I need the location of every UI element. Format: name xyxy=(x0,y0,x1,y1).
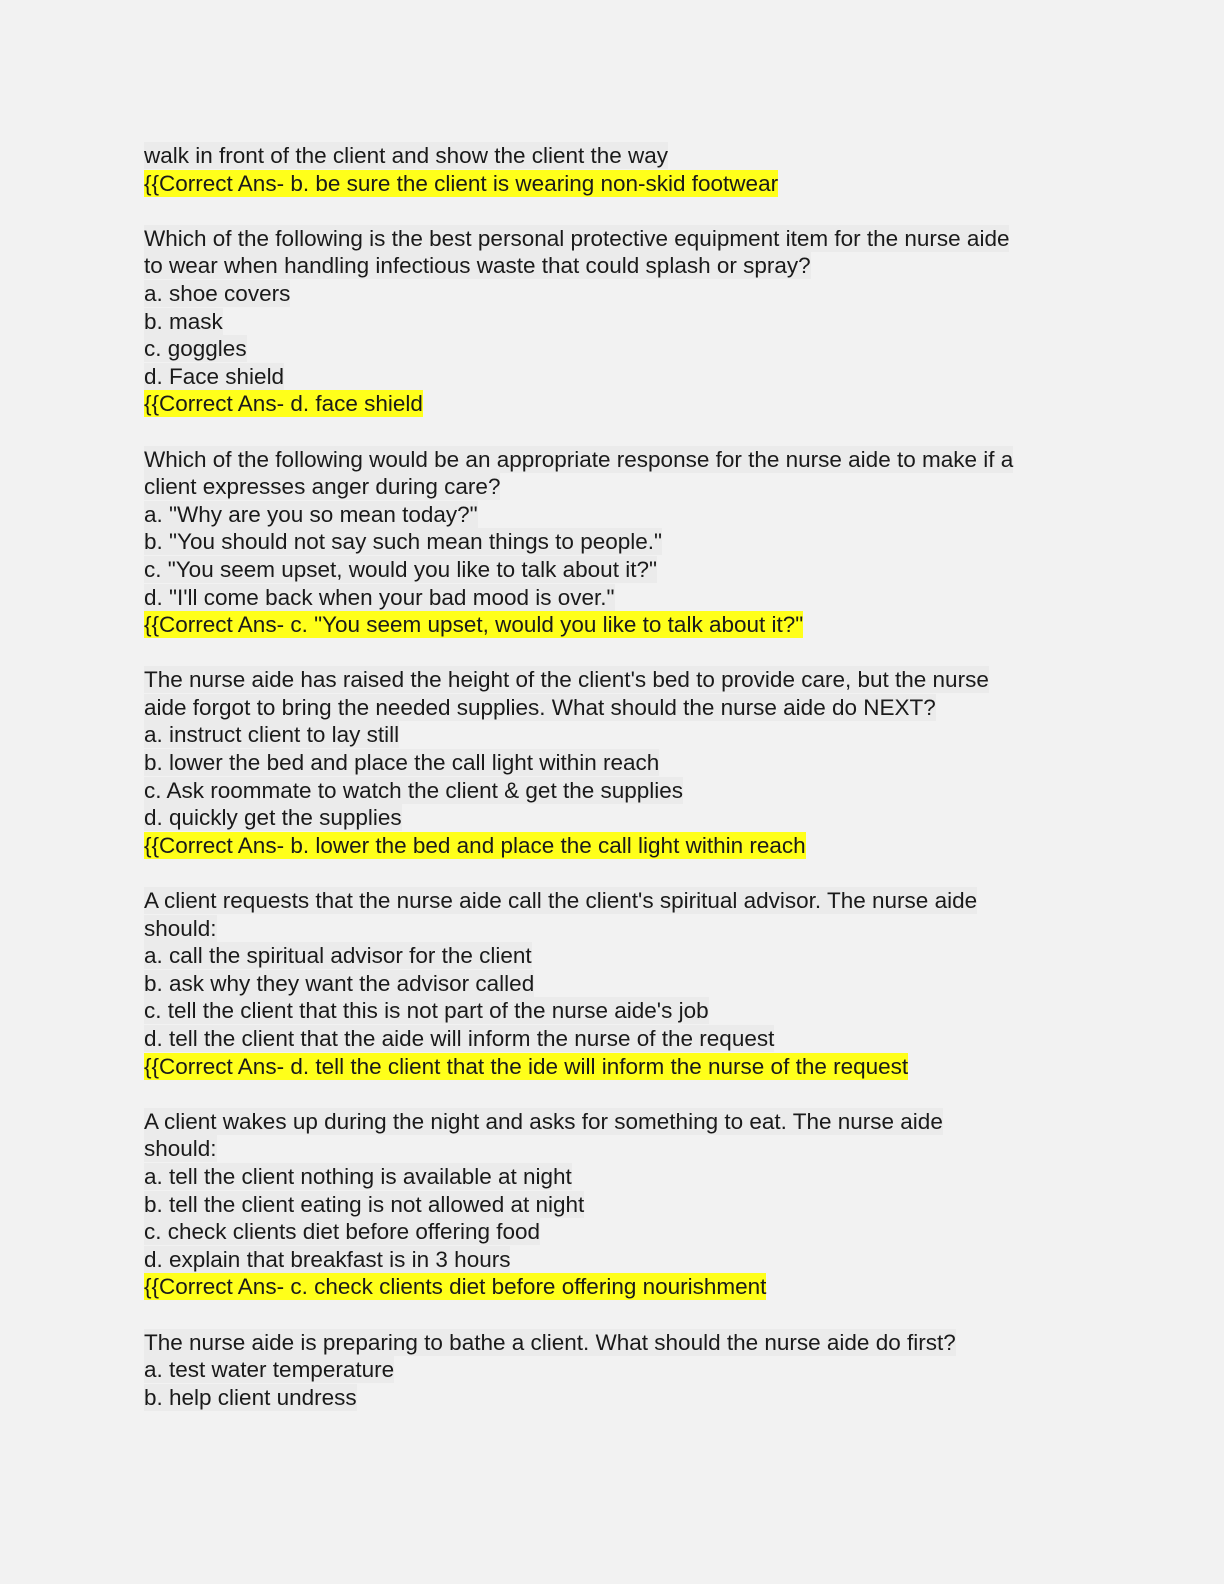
question-stem: Which of the following would be an appropriate response for the nurse aide to make if a xyxy=(144,446,1014,472)
correct-answer: {{Correct Ans- c. "You seem upset, would you like to talk about it?" xyxy=(144,612,804,638)
option-c: c. "You seem upset, would you like to talk about it?" xyxy=(144,556,657,582)
question-stem: should: xyxy=(144,1136,217,1162)
question-stem: aide forgot to bring the needed supplies. What should the nurse aide do NEXT? xyxy=(144,694,936,720)
correct-answer: {{Correct Ans- d. tell the client that the ide will inform the nurse of the request xyxy=(144,1053,909,1079)
correct-answer: {{Correct Ans- c. check clients diet before offering nourishment xyxy=(144,1274,767,1300)
question-block xyxy=(144,1108,1084,1301)
option-b: b. help client undress xyxy=(144,1384,357,1410)
question-stem: A client wakes up during the night and asks for something to eat. The nurse aide xyxy=(144,1108,943,1134)
spacer xyxy=(144,418,1084,446)
option-d: d. explain that breakfast is in 3 hours xyxy=(144,1246,511,1272)
spacer xyxy=(144,859,1084,887)
question-stem: The nurse aide has raised the height of the client's bed to provide care, but the nurse xyxy=(144,667,989,693)
question-stem: client expresses anger during care? xyxy=(144,474,501,500)
question-stem: should: xyxy=(144,915,217,941)
document-page xyxy=(144,142,1084,1411)
option-a: a. test water temperature xyxy=(144,1357,395,1383)
option-c: c. check clients diet before offering food xyxy=(144,1219,541,1245)
correct-answer: {{Correct Ans- b. lower the bed and place the call light within reach xyxy=(144,832,806,858)
carryover-block xyxy=(144,142,1084,197)
question-stem: to wear when handling infectious waste that could splash or spray? xyxy=(144,253,811,279)
option-a: a. tell the client nothing is available at night xyxy=(144,1163,572,1189)
option-a: a. instruct client to lay still xyxy=(144,722,400,748)
option-b: b. mask xyxy=(144,308,223,334)
option-b: b. tell the client eating is not allowed at night xyxy=(144,1191,585,1217)
spacer xyxy=(144,1080,1084,1108)
option-d: d. quickly get the supplies xyxy=(144,805,402,831)
option-d: d. Face shield xyxy=(144,363,285,389)
question-stem: The nurse aide is preparing to bathe a client. What should the nurse aide do first? xyxy=(144,1329,956,1355)
spacer xyxy=(144,639,1084,667)
option-a: a. "Why are you so mean today?" xyxy=(144,501,478,527)
option-b: b. lower the bed and place the call light within reach xyxy=(144,750,660,776)
question-stem: A client requests that the nurse aide call the client's spiritual advisor. The nurse aide xyxy=(144,888,978,914)
option-c: c. tell the client that this is not part of the nurse aide's job xyxy=(144,998,709,1024)
correct-answer: {{Correct Ans- b. be sure the client is wearing non-skid footwear xyxy=(144,170,779,196)
question-block xyxy=(144,446,1084,639)
option-c: c. goggles xyxy=(144,336,247,362)
option-line: walk in front of the client and show the client the way xyxy=(144,143,669,168)
option-b: b. ask why they want the advisor called xyxy=(144,970,535,996)
question-block xyxy=(144,887,1084,1080)
option-b: b. "You should not say such mean things to people." xyxy=(144,529,662,555)
question-stem: Which of the following is the best personal protective equipment item for the nurse aide xyxy=(144,225,1010,251)
option-c: c. Ask roommate to watch the client & get the supplies xyxy=(144,777,684,803)
option-a: a. call the spiritual advisor for the client xyxy=(144,943,532,969)
correct-answer: {{Correct Ans- d. face shield xyxy=(144,391,423,417)
question-block xyxy=(144,1329,1084,1412)
question-block xyxy=(144,666,1084,859)
option-a: a. shoe covers xyxy=(144,280,291,306)
spacer xyxy=(144,197,1084,225)
spacer xyxy=(144,1301,1084,1329)
option-d: d. "I'll come back when your bad mood is over." xyxy=(144,584,615,610)
question-block xyxy=(144,225,1084,418)
option-d: d. tell the client that the aide will inform the nurse of the request xyxy=(144,1026,775,1051)
